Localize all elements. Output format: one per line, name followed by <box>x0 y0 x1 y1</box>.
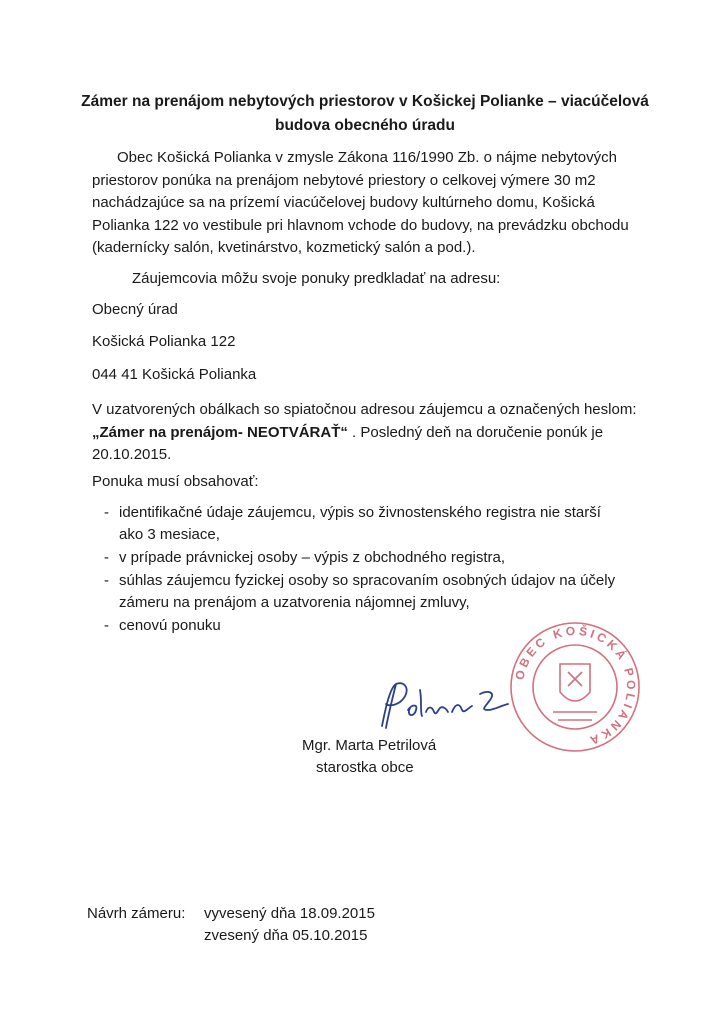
envelope-paragraph <box>92 399 644 467</box>
requirement-text <box>119 570 652 614</box>
intro-line-4: Polianka 122 vo vestibule pri hlavnom vchode do budovy, na prevádzku obchodu <box>92 216 629 234</box>
requirement-item <box>92 502 652 546</box>
offers-intro: Záujemcovia môžu svoje ponuky predkladať na adresu: <box>132 270 501 287</box>
intro-paragraph <box>92 147 644 260</box>
address-line-3: 044 41 Košická Polianka <box>92 366 257 383</box>
requirement-line-1: v prípade právnickej osoby – výpis z obchodného registra, <box>119 549 506 566</box>
intro-line-2: priestorov ponúka na prenájom nebytové priestory o celkovej výmere 30 m2 <box>92 171 596 189</box>
requirement-line-1: cenovú ponuku <box>119 617 221 634</box>
bullet-dash: - <box>104 572 109 589</box>
envelope-motto: „Zámer na prenájom- NEOTVÁRAŤ“ <box>92 423 348 441</box>
requirement-text <box>119 547 652 569</box>
handwritten-signature <box>376 676 516 732</box>
requirements-title: Ponuka musí obsahovať: <box>92 473 259 490</box>
bullet-dash: - <box>104 504 109 521</box>
bullet-dash: - <box>104 549 109 566</box>
requirement-item <box>92 547 652 569</box>
stamp-lettering: OBEC KOŠICKÁ POLIANKA <box>512 623 639 749</box>
requirement-line-2: zámeru na prenájom a uzatvorenia nájomnej zmluvy, <box>119 594 470 611</box>
municipal-stamp <box>508 620 642 754</box>
address-line-2: Košická Polianka 122 <box>92 333 236 350</box>
footer-removed: zvesený dňa 05.10.2015 <box>204 927 368 944</box>
bullet-dash: - <box>104 617 109 634</box>
envelope-line-1: V uzatvorených obálkach so spiatočnou adresou záujemcu a označených heslom: <box>92 401 637 418</box>
title-line-1: Zámer na prenájom nebytových priestorov v Košickej Polianke – viacúčelová <box>81 93 649 110</box>
requirement-line-1: súhlas záujemcu fyzickej osoby so spracovaním osobných údajov na účely <box>119 572 616 589</box>
intro-line-1: Obec Košická Polianka v zmysle Zákona 116/1990 Zb. o nájme nebytových <box>117 149 617 166</box>
intro-line-3: nachádzajúce sa na prízemí viacúčelovej budovy kultúrneho domu, Košická <box>92 194 595 211</box>
signatory-role: starostka obce <box>316 759 414 776</box>
signatory-name: Mgr. Marta Petrilová <box>302 737 437 754</box>
intro-line-5: (kadernícky salón, kvetinárstvo, kozmetický salón a pod.). <box>92 239 476 256</box>
requirement-line-2: ako 3 mesiace, <box>119 526 220 543</box>
envelope-line-2-rest: . Posledný deň na doručenie ponúk je <box>347 423 604 441</box>
document-title <box>60 90 670 138</box>
requirements-list <box>92 502 652 637</box>
address-line-1: Obecný úrad <box>92 301 178 318</box>
footer-posted: vyvesený dňa 18.09.2015 <box>204 905 375 922</box>
requirement-item <box>92 570 652 614</box>
requirement-line-1: identifikačné údaje záujemcu, výpis so živnostenského registra nie starší <box>119 504 601 521</box>
requirement-text <box>119 502 652 546</box>
envelope-line-2 <box>92 422 644 445</box>
title-line-2: budova obecného úradu <box>275 117 455 134</box>
envelope-line-3: 20.10.2015. <box>92 446 172 463</box>
footer-label: Návrh zámeru: <box>87 905 186 922</box>
